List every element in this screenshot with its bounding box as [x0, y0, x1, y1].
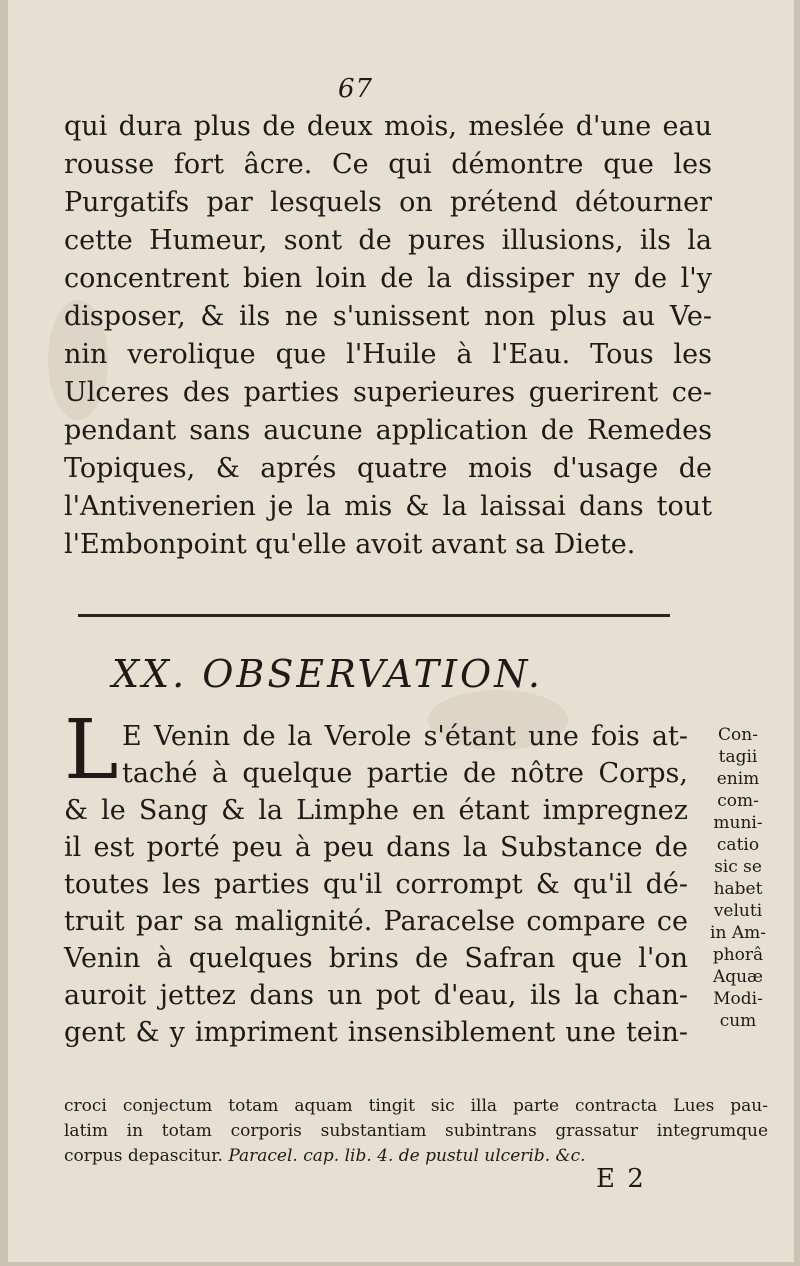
body-line: Topiques, & aprés quatre mois d'usage de [64, 453, 712, 484]
body-line: rousse fort âcre. Ce qui démontre que les [64, 149, 712, 180]
marginal-line: phorâ [712, 945, 764, 965]
body-line: pendant sans aucune application de Remedes [64, 415, 712, 446]
footnote-line: latim in totam corporis substantiam subintrans grassatur integrumque [64, 1121, 768, 1141]
marginal-line: habet [713, 879, 763, 899]
marginal-line: sic se [714, 857, 762, 877]
body-line: qui dura plus de deux mois, meslée d'une eau [64, 111, 712, 142]
observation-line: gent & y impriment insensiblement une tein- [64, 1017, 688, 1048]
marginal-line: veluti [713, 901, 763, 921]
marginal-line: catio [716, 835, 760, 855]
marginal-line: muni- [713, 813, 763, 833]
body-line: disposer, & ils ne s'unissent non plus au Ve- [64, 301, 712, 332]
footnote-text: corpus depascitur. [64, 1146, 223, 1166]
observation-line: auroit jettez dans un pot d'eau, ils la chan- [64, 980, 688, 1011]
marginal-line: tagii [718, 747, 758, 767]
body-line: l'Embonpoint qu'elle avoit avant sa Diete. [64, 529, 636, 560]
marginal-line: Aquæ [712, 967, 764, 987]
section-divider [78, 614, 670, 617]
marginal-line: Con- [718, 725, 758, 745]
footnote-line: croci conjectum totam aquam tingit sic illa parte contracta Lues pau- [64, 1096, 768, 1116]
observation-line: truit par sa malignité. Paracelse compare ce [64, 906, 688, 937]
marginal-line: in Am- [710, 923, 766, 943]
body-line: Purgatifs par lesquels on prétend détourner [64, 187, 712, 218]
body-paragraph [64, 108, 712, 564]
page-number: 67 [338, 74, 374, 104]
marginal-line: cum [719, 1011, 757, 1031]
observation-line: il est porté peu à peu dans la Substance de [64, 832, 688, 863]
body-line: nin verolique que l'Huile à l'Eau. Tous les [64, 339, 712, 370]
drop-cap: L [64, 703, 119, 798]
body-line: concentrent bien loin de la dissiper ny de l'y [64, 263, 712, 294]
marginal-line: Modi- [713, 989, 763, 1009]
observation-title: XX. OBSERVATION. [112, 652, 544, 696]
body-line: l'Antivenerien je la mis & la laissai dans tout [64, 491, 712, 522]
signature-mark: E 2 [596, 1164, 646, 1194]
footnote-citation: Paracel. cap. lib. 4. de pustul ulcerib. &c. [228, 1146, 586, 1166]
observation-line: Venin à quelques brins de Safran que l'on [64, 943, 688, 974]
observation-line: E Venin de la Verole s'étant une fois at- [122, 721, 688, 752]
observation-line: toutes les parties qu'il corrompt & qu'il dé- [64, 869, 688, 900]
footnote-line [64, 1144, 768, 1169]
body-line: Ulceres des parties superieures guerirent ce- [64, 377, 712, 408]
observation-line: & le Sang & la Limphe en étant impregnez [64, 795, 688, 826]
observation-paragraph [64, 718, 688, 1051]
marginal-line: enim [716, 769, 760, 789]
marginal-line: com- [717, 791, 759, 811]
observation-line: taché à quelque partie de nôtre Corps, [122, 758, 688, 789]
footnote [64, 1094, 768, 1169]
body-line: cette Humeur, sont de pures illusions, ils la [64, 225, 712, 256]
marginal-note [690, 724, 786, 1032]
